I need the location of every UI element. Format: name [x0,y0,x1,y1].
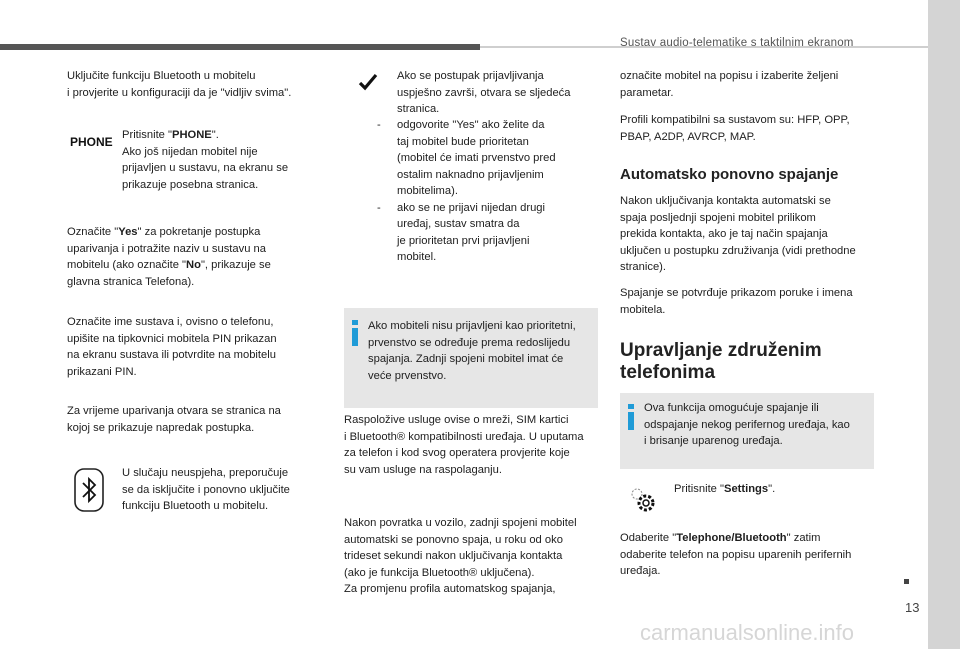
settings-instruction [674,481,874,498]
phone-instruction-c: ". Ako još nijedan mobitel nije prijavljen u sustavu, na ekranu se prikazuje posebna stranica. [122,129,289,191]
phone-button-icon: PHONE [70,135,113,149]
confirm-paragraph: Spajanje se potvrđuje prikazom poruke i imena mobitela. [620,287,853,316]
header-rule-dark [0,44,480,50]
services-paragraph: Raspoložive usluge ovise o mreži, SIM kartici i Bluetooth® kompatibilnosti uređaja. U uputama za telefon i kod svog operatera provjerite koje su vam usluge na raspolaganju. [344,414,584,476]
info-icon [628,404,634,430]
settings-a: Pritisnite " [674,483,724,495]
failure-paragraph: U slučaju neuspjeha, preporučuje se da isključite i ponovno uključite funkciju Bluetooth u mobitelu. [122,467,290,512]
pin-paragraph: Označite ime sustava i, ovisno o telefonu, upišite na tipkovnici mobitela PIN prikazan na ekranu sustava ili potvrdite na mobitelu prikazani PIN. [67,316,277,378]
progress-paragraph: Za vrijeme uparivanja otvara se stranica na kojoj se prikazuje napredak postupka. [67,405,281,434]
list-item-text: ako se ne prijavi nijedan drugi uređaj, sustav smatra da je prioritetan prvi prijavljeni mobitel. [397,201,546,263]
no-label: No [186,259,201,271]
list-item [375,117,597,200]
success-paragraph: Ako se postupak prijavljivanja uspješno završi, otvara se sljedeća stranica. [397,70,571,115]
section-heading-manage-paired: Upravljanje združenim telefonima [620,340,822,383]
yes-no-a: Označite " [67,226,119,238]
profiles-paragraph: Profili kompatibilni sa sustavom su: HFP, OPP, PBAP, A2DP, AVRCP, MAP. [620,114,850,143]
response-list [375,117,597,266]
settings-gear-icon [628,485,658,515]
tb-c: " zatim odaberite telefon na popisu uparenih perifernih uređaja. [620,532,852,577]
page-header: Sustav audio-telematike s taktilnim ekranom [620,37,854,49]
right-margin-bar [928,0,960,649]
list-item-text: odgovorite "Yes" ako želite da taj mobitel bude prioritetan (mobitel će imati prvenstvo pred ostalim naknadno prijavljenim mobitelima). [397,119,556,197]
bluetooth-icon [74,468,104,512]
reconnect-paragraph: Nakon povratka u vozilo, zadnji spojeni mobitel automatski se ponovno spaja, u roku od oko trideset sekundi nakon uključivanja kontakta (ako je funkcija Bluetooth® uključena). Za promjenu profila automatskog spajanja, [344,517,577,595]
tb-a: Odaberite " [620,532,677,544]
settings-c: ". [768,483,776,495]
select-mobile-paragraph: označite mobitel na popisu i izaberite željeni parametar. [620,70,839,99]
section-heading-auto-reconnect: Automatsko ponovno spajanje [620,166,839,183]
phone-instruction-bold: PHONE [171,129,212,141]
list-item [375,200,597,266]
watermark: carmanualsonline.info [640,620,855,645]
yes-no-c: " za pokretanje postupka uparivanja i potražite naziv u sustavu na mobitelu (ako označite " [67,226,267,271]
telephone-bluetooth-label: Telephone/Bluetooth [676,532,787,544]
telephone-bluetooth-paragraph [620,530,882,580]
page-number: 13 [905,600,920,615]
yes-no-paragraph [67,224,327,290]
yes-label: Yes [118,226,138,238]
checkmark-icon [358,72,378,92]
auto-reconnect-paragraph: Nakon uključivanja kontakta automatski se spaja posljednji spojeni mobitel prilikom prekida kontakta, ako je taj način spajanja uključen u postupku združivanja (vidi prethodne stranice). [620,195,856,273]
yes-no-e: ", prikazuje se glavna stranica Telefona). [67,259,271,288]
page-end-marker [904,579,909,584]
info-priority-text: Ako mobiteli nisu prijavljeni kao prioritetni, prvenstvo se određuje prema redoslijedu spajanja. Zadnji spojeni mobitel imat će veće prvenstvo. [368,320,576,382]
phone-instruction-a: Pritisnite " [122,129,172,141]
phone-instruction [122,127,322,193]
info-icon [352,320,358,346]
settings-label: Settings [723,483,769,495]
list-bullet: - [377,201,381,214]
list-bullet: - [377,119,381,131]
info-manage-text: Ova funkcija omogućuje spajanje ili odspajanje nekog perifernog uređaja, kao i brisanje uparenog uređaja. [644,402,850,447]
intro-paragraph: Uključite funkciju Bluetooth u mobitelu i provjerite u konfiguraciji da je "vidljiv svima". [67,70,292,99]
